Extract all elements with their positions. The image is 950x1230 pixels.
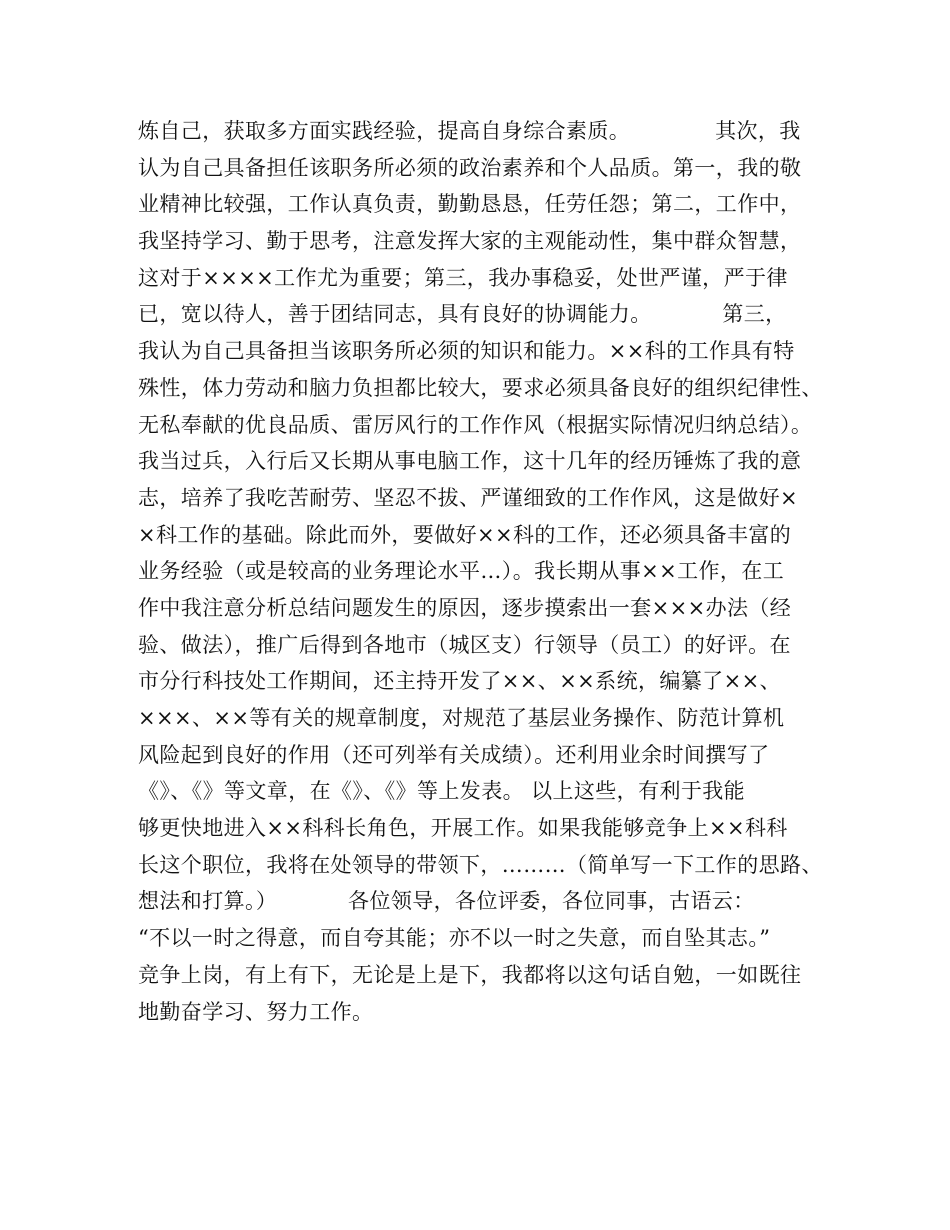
text-line-11: 志，培养了我吃苦耐劳、坚忍不拔、严谨细致的工作作风，这是做好× <box>138 485 798 510</box>
text-line-25: 地勤奋学习、努力工作。 <box>138 999 374 1024</box>
text-line-9: 无私奉献的优良品质、雷厉风行的工作作风（根据实际情况归纳总结）。 <box>138 412 813 437</box>
text-line-17: ×××、××等有关的规章制度，对规范了基层业务操作、防范计算机 <box>138 706 785 730</box>
text-line-18: 风险起到良好的作用（还可列举有关成绩）。还利用业余时间撰写了 <box>138 742 770 767</box>
text-line-3: 业精神比较强，工作认真负责，勤勤恳恳，任劳任怨；第二，工作中， <box>138 192 802 217</box>
text-line-10: 我当过兵，入行后又长期从事电脑工作，这十几年的经历锤炼了我的意 <box>138 449 802 474</box>
body-text <box>138 113 838 1030</box>
text-line-19: 《》、《》等文章，在《》、《》等上发表。 以上这些，有利于我能 <box>138 779 746 804</box>
text-line-1: 炼自己，获取多方面实践经验，提高自身综合素质。 其次，我 <box>138 119 801 143</box>
text-line-23: “不以一时之得意，而自夸其能；亦不以一时之失意，而自坠其志。” <box>138 926 771 951</box>
text-line-13: 业务经验（或是较高的业务理论水平…）。我长期从事××工作，在工 <box>138 559 785 584</box>
text-line-6: 已，宽以待人，善于团结同志，具有良好的协调能力。 第三， <box>138 302 787 327</box>
text-line-5: 这对于××××工作尤为重要；第三，我办事稳妥，处世严谨，严于律 <box>138 265 788 290</box>
text-line-12: ×科工作的基础。除此而外，要做好××科的工作，还必须具备丰富的 <box>138 522 792 547</box>
text-line-15: 验、做法），推广后得到各地市（城区支）行领导（员工）的好评。在 <box>138 632 791 657</box>
text-line-8: 殊性，体力劳动和脑力负担都比较大，要求必须具备良好的组织纪律性、 <box>138 375 823 400</box>
text-line-22: 想法和打算。） 各位领导，各位评委，各位同事，古语云： <box>138 889 755 914</box>
text-line-2: 认为自己具备担任该职务所必须的政治素养和个人品质。第一，我的敬 <box>138 155 802 180</box>
text-line-7: 我认为自己具备担当该职务所必须的知识和能力。××科的工作具有特 <box>138 339 795 364</box>
text-line-16: 市分行科技处工作期间，还主持开发了××、××系统，编纂了××、 <box>138 669 781 694</box>
text-line-24: 竞争上岗，有上有下，无论是上是下，我都将以这句话自勉，一如既往 <box>138 962 802 987</box>
text-line-21: 长这个职位，我将在处领导的带领下，………（简单写一下工作的思路、 <box>138 852 823 877</box>
text-line-14: 作中我注意分析总结问题发生的原因，逐步摸索出一套×××办法（经 <box>138 595 792 620</box>
text-line-20: 够更快地进入××科科长角色，开展工作。如果我能够竞争上××科科 <box>138 816 788 841</box>
text-line-4: 我坚持学习、勤于思考，注意发挥大家的主观能动性，集中群众智慧， <box>138 229 802 254</box>
